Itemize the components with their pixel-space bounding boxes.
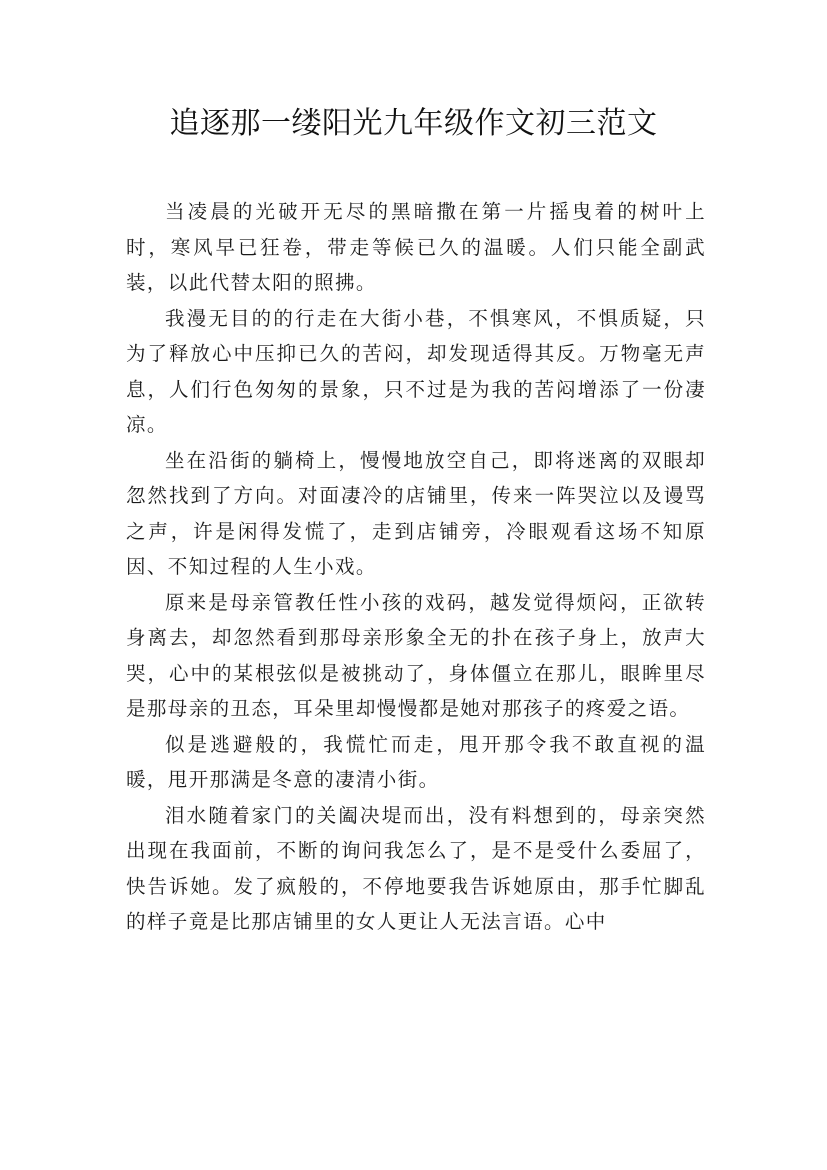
page-title: 追逐那一缕阳光九年级作文初三范文 [169, 106, 658, 141]
paragraph-5: 似是逃避般的，我慌忙而走，甩开那令我不敢直视的温暖，甩开那满是冬意的凄清小街。 [126, 732, 706, 791]
paragraph-3: 坐在沿街的躺椅上，慢慢地放空自己，即将迷离的双眼却忽然找到了方向。对面凄冷的店铺里，传来一阵哭泣以及谩骂之声，许是闲得发慌了，走到店铺旁，冷眼观看这场不知原因、不知过程的人生小戏。 [126, 448, 706, 578]
paragraph-6: 泪水随着家门的关阖决堤而出，没有料想到的，母亲突然出现在我面前，不断的询问我怎么了，是不是受什么委屈了，快告诉她。发了疯般的，不停地要我告诉她原由，那手忙脚乱的样子竟是比那店铺里的女人更让人无法言语。心中 [126, 803, 706, 933]
paragraph-4: 原来是母亲管教任性小孩的戏码，越发觉得烦闷，正欲转身离去，却忽然看到那母亲形象全无的扑在孩子身上，放声大哭，心中的某根弦似是被挑动了，身体僵立在那儿，眼眸里尽是那母亲的丑态，耳朵里却慢慢都是她对那孩子的疼爱之语。 [126, 590, 706, 720]
paragraph-1: 当凌晨的光破开无尽的黑暗撒在第一片摇曳着的树叶上时，寒风早已狂卷，带走等候已久的温暖。人们只能全副武装，以此代替太阳的照拂。 [126, 200, 706, 294]
paragraph-2: 我漫无目的的行走在大街小巷，不惧寒风，不惧质疑，只为了释放心中压抑已久的苦闷，却发现适得其反。万物毫无声息，人们行色匆匆的景象，只不过是为我的苦闷增添了一份凄凉。 [126, 306, 706, 436]
article-body [126, 194, 706, 940]
